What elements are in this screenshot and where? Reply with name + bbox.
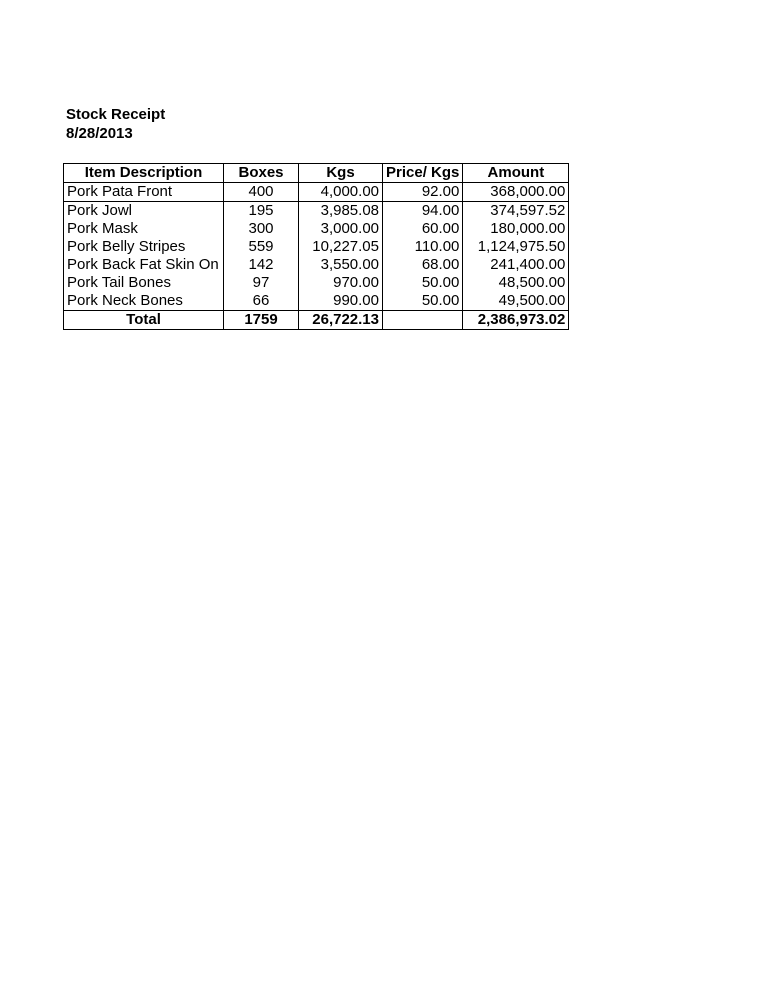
boxes-cell: 97 [224,274,299,292]
item-description-cell: Pork Back Fat Skin On [64,256,224,274]
table-row [64,238,569,256]
column-header-amount: Amount [463,164,569,183]
table-row [64,220,569,238]
item-description-cell: Pork Pata Front [64,183,224,202]
column-header-kgs: Kgs [299,164,383,183]
amount-cell: 368,000.00 [463,183,569,202]
amount-cell: 374,597.52 [463,202,569,221]
kgs-cell: 970.00 [299,274,383,292]
amount-cell: 49,500.00 [463,292,569,311]
boxes-cell: 66 [224,292,299,311]
table-row [64,274,569,292]
amount-cell: 48,500.00 [463,274,569,292]
price-cell: 60.00 [383,220,463,238]
item-description-cell: Pork Tail Bones [64,274,224,292]
boxes-cell: 400 [224,183,299,202]
table-header-row [64,164,569,183]
price-cell: 92.00 [383,183,463,202]
document-title: Stock Receipt [66,106,166,123]
total-kgs: 26,722.13 [299,311,383,330]
item-description-cell: Pork Jowl [64,202,224,221]
total-label: Total [64,311,224,330]
total-row [64,311,569,330]
column-header-item-description: Item Description [64,164,224,183]
boxes-cell: 142 [224,256,299,274]
boxes-cell: 300 [224,220,299,238]
price-cell: 110.00 [383,238,463,256]
kgs-cell: 3,550.00 [299,256,383,274]
table-row [64,292,569,311]
price-cell: 94.00 [383,202,463,221]
boxes-cell: 559 [224,238,299,256]
item-description-cell: Pork Neck Bones [64,292,224,311]
kgs-cell: 3,985.08 [299,202,383,221]
amount-cell: 1,124,975.50 [463,238,569,256]
kgs-cell: 10,227.05 [299,238,383,256]
item-description-cell: Pork Mask [64,220,224,238]
total-boxes: 1759 [224,311,299,330]
kgs-cell: 3,000.00 [299,220,383,238]
amount-cell: 241,400.00 [463,256,569,274]
kgs-cell: 990.00 [299,292,383,311]
price-cell: 50.00 [383,274,463,292]
document-date: 8/28/2013 [66,125,133,142]
kgs-cell: 4,000.00 [299,183,383,202]
boxes-cell: 195 [224,202,299,221]
stock-receipt-table [63,163,569,330]
total-price [383,311,463,330]
item-description-cell: Pork Belly Stripes [64,238,224,256]
amount-cell: 180,000.00 [463,220,569,238]
price-cell: 50.00 [383,292,463,311]
column-header-price-per-kgs: Price/ Kgs [383,164,463,183]
total-amount: 2,386,973.02 [463,311,569,330]
column-header-boxes: Boxes [224,164,299,183]
table-row [64,183,569,202]
price-cell: 68.00 [383,256,463,274]
table-row [64,256,569,274]
table-row [64,202,569,221]
